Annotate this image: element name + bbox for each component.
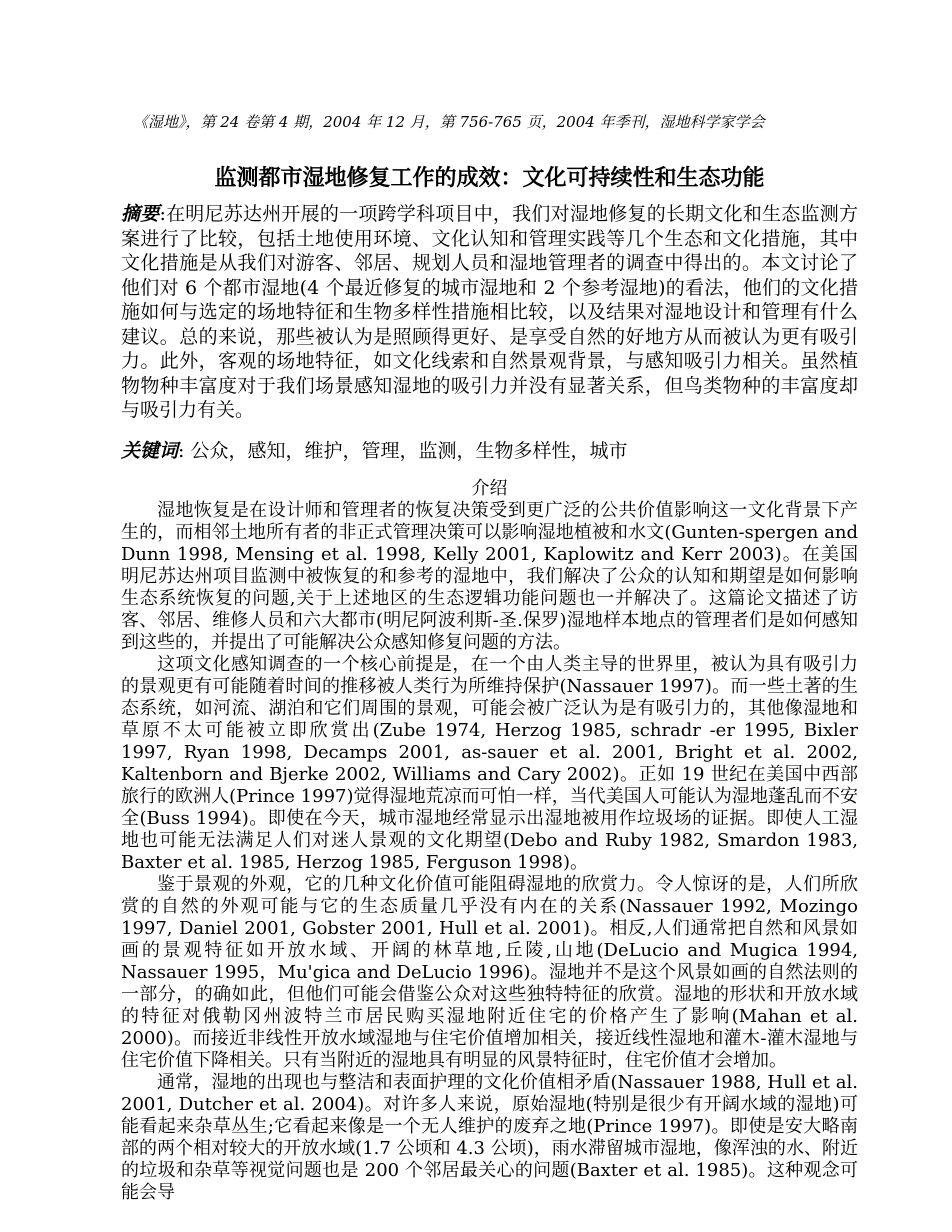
abstract-label: 摘要 — [121, 203, 160, 225]
intro-paragraph-1: 湿地恢复是在设计师和管理者的恢复决策受到更广泛的公共价值影响这一文化背景下产生的，而相邻土地所有者的非正式管理决策可以影响湿地植被和水文(Gunten-spergen and Dunn 1998, Mensing et al. 1998, Kelly 2001, Kaplowitz and Kerr 2003)。在美国明尼苏达州项目监测中被恢复的和参考的湿地中，我们解决了公众的认知和期望是如何影响生态系统恢复的问题,关于上述地区的生态逻辑功能问题也一并解决了。这篇论文描述了访客、邻居、维修人员和六大都市(明尼阿波利斯-圣.保罗)湿地样本地点的管理者们是如何感知到这些的，并提出了可能解决公众感知修复问题的方法。 — [121, 500, 858, 653]
intro-paragraph-2: 这项文化感知调查的一个核心前提是，在一个由人类主导的世界里，被认为具有吸引力的景观更有可能随着时间的推移被人类行为所维持保护(Nassauer 1997)。而一些土著的生态系统，如河流、湖泊和它们周围的景观，可能会被广泛认为是有吸引力的，其他像湿地和草原不太可能被立即欣赏出(Zube 1974, Herzog 1985, schradr -er 1995, Bixler 1997, Ryan 1998, Decamps 2001, as-sauer et al. 2001, Bright et al. 2002, Kaltenborn and Bjerke 2002, Williams and Cary 2002)。正如 19 世纪在美国中西部旅行的欧洲人(Prince 1997)觉得湿地荒凉而可怕一样，当代美国人可能认为湿地蓬乱而不安全(Buss 1994)。即使在今天，城市湿地经常显示出湿地被用作垃圾场的证据。即使人工湿地也可能无法满足人们对迷人景观的文化期望(Debo and Ruby 1982, Smardon 1983, Baxter et al. 1985, Herzog 1985, Ferguson 1998)。 — [121, 654, 858, 873]
keywords — [121, 439, 858, 464]
keywords-label: 关键词 — [121, 439, 179, 462]
paper-title: 监测都市湿地修复工作的成效：文化可持续性和生态功能 — [214, 166, 765, 191]
abstract — [121, 202, 858, 423]
intro-paragraph-4: 通常，湿地的出现也与整洁和表面护理的文化价值相矛盾(Nassauer 1988, Hull et al. 2001, Dutcher et al. 2004)。对许多人来说，原始湿地(特别是很少有开阔水域的湿地)可能看起来杂草丛生;它看起来像是一个无人维护的废弃之地(Prince 1997)。即使是安大略南部的两个相对较大的开放水域(1.7 公顷和 4.3 公顷)，雨水滞留城市湿地，像浑浊的水、附近的垃圾和杂草等视觉问题也是 200 个邻居最关心的问题(Baxter et al. 1985)。这种观念可能会导 — [121, 1072, 858, 1203]
intro-paragraph-3: 鉴于景观的外观，它的几种文化价值可能阻碍湿地的欣赏力。令人惊讶的是，人们所欣赏的自然的外观可能与它的生态质量几乎没有内在的关系(Nassauer 1992, Mozingo 1997, Daniel 2001, Gobster 2001, Hull et al. 2001)。相反,人们通常把自然和风景如画的景观特征如开放水域、开阔的林草地,丘陵,山地(DeLucio and Mugica 1994, Nassauer 1995，Mu'gica and DeLucio 1996)。湿地并不是这个风景如画的自然法则的一部分，的确如此，但他们可能会借鉴公众对这些独特特征的欣赏。湿地的形状和开放水域的特征对俄勒冈州波特兰市居民购买湿地附近住宅的价格产生了影响(Mahan et al. 2000)。而接近非线性开放水域湿地与住宅价值增加相关，接近线性湿地和灌木-灌木湿地与住宅价值下降相关。只有当附近的湿地具有明显的风景特征时，住宅价值才会增加。 — [121, 874, 858, 1071]
abstract-text: :在明尼苏达州开展的一项跨学科项目中，我们对湿地修复的长期文化和生态监测方案进行了比较，包括土地使用环境、文化认知和管理实践等几个生态和文化措施，其中文化措施是从我们对游客、邻居、规划人员和湿地管理者的调查中得出的。本文讨论了他们对 6 个都市湿地(4 个最近修复的城市湿地和 2 个参考湿地)的看法，他们的文化措施如何与选定的场地特征和生物多样性措施相比较，以及结果对湿地设计和管理有什么建议。总的来说，那些被认为是照顾得更好、是享受自然的好地方从而被认为更有吸引力。此外，客观的场地特征，如文化线索和自然景观背景，与感知吸引力相关。虽然植物物种丰富度对于我们场景感知湿地的吸引力并没有显著关系，但鸟类物种的丰富度却与吸引力有关。 — [121, 203, 858, 421]
journal-citation: 《湿地》，第 24 卷第 4 期，2004 年 12 月，第 756-765 页，2004 年季刊，湿地科学家学会 — [133, 113, 765, 131]
keywords-text: : 公众，感知，维护，管理，监测，生物多样性，城市 — [178, 439, 628, 462]
section-heading-introduction: 介绍 — [471, 478, 508, 499]
